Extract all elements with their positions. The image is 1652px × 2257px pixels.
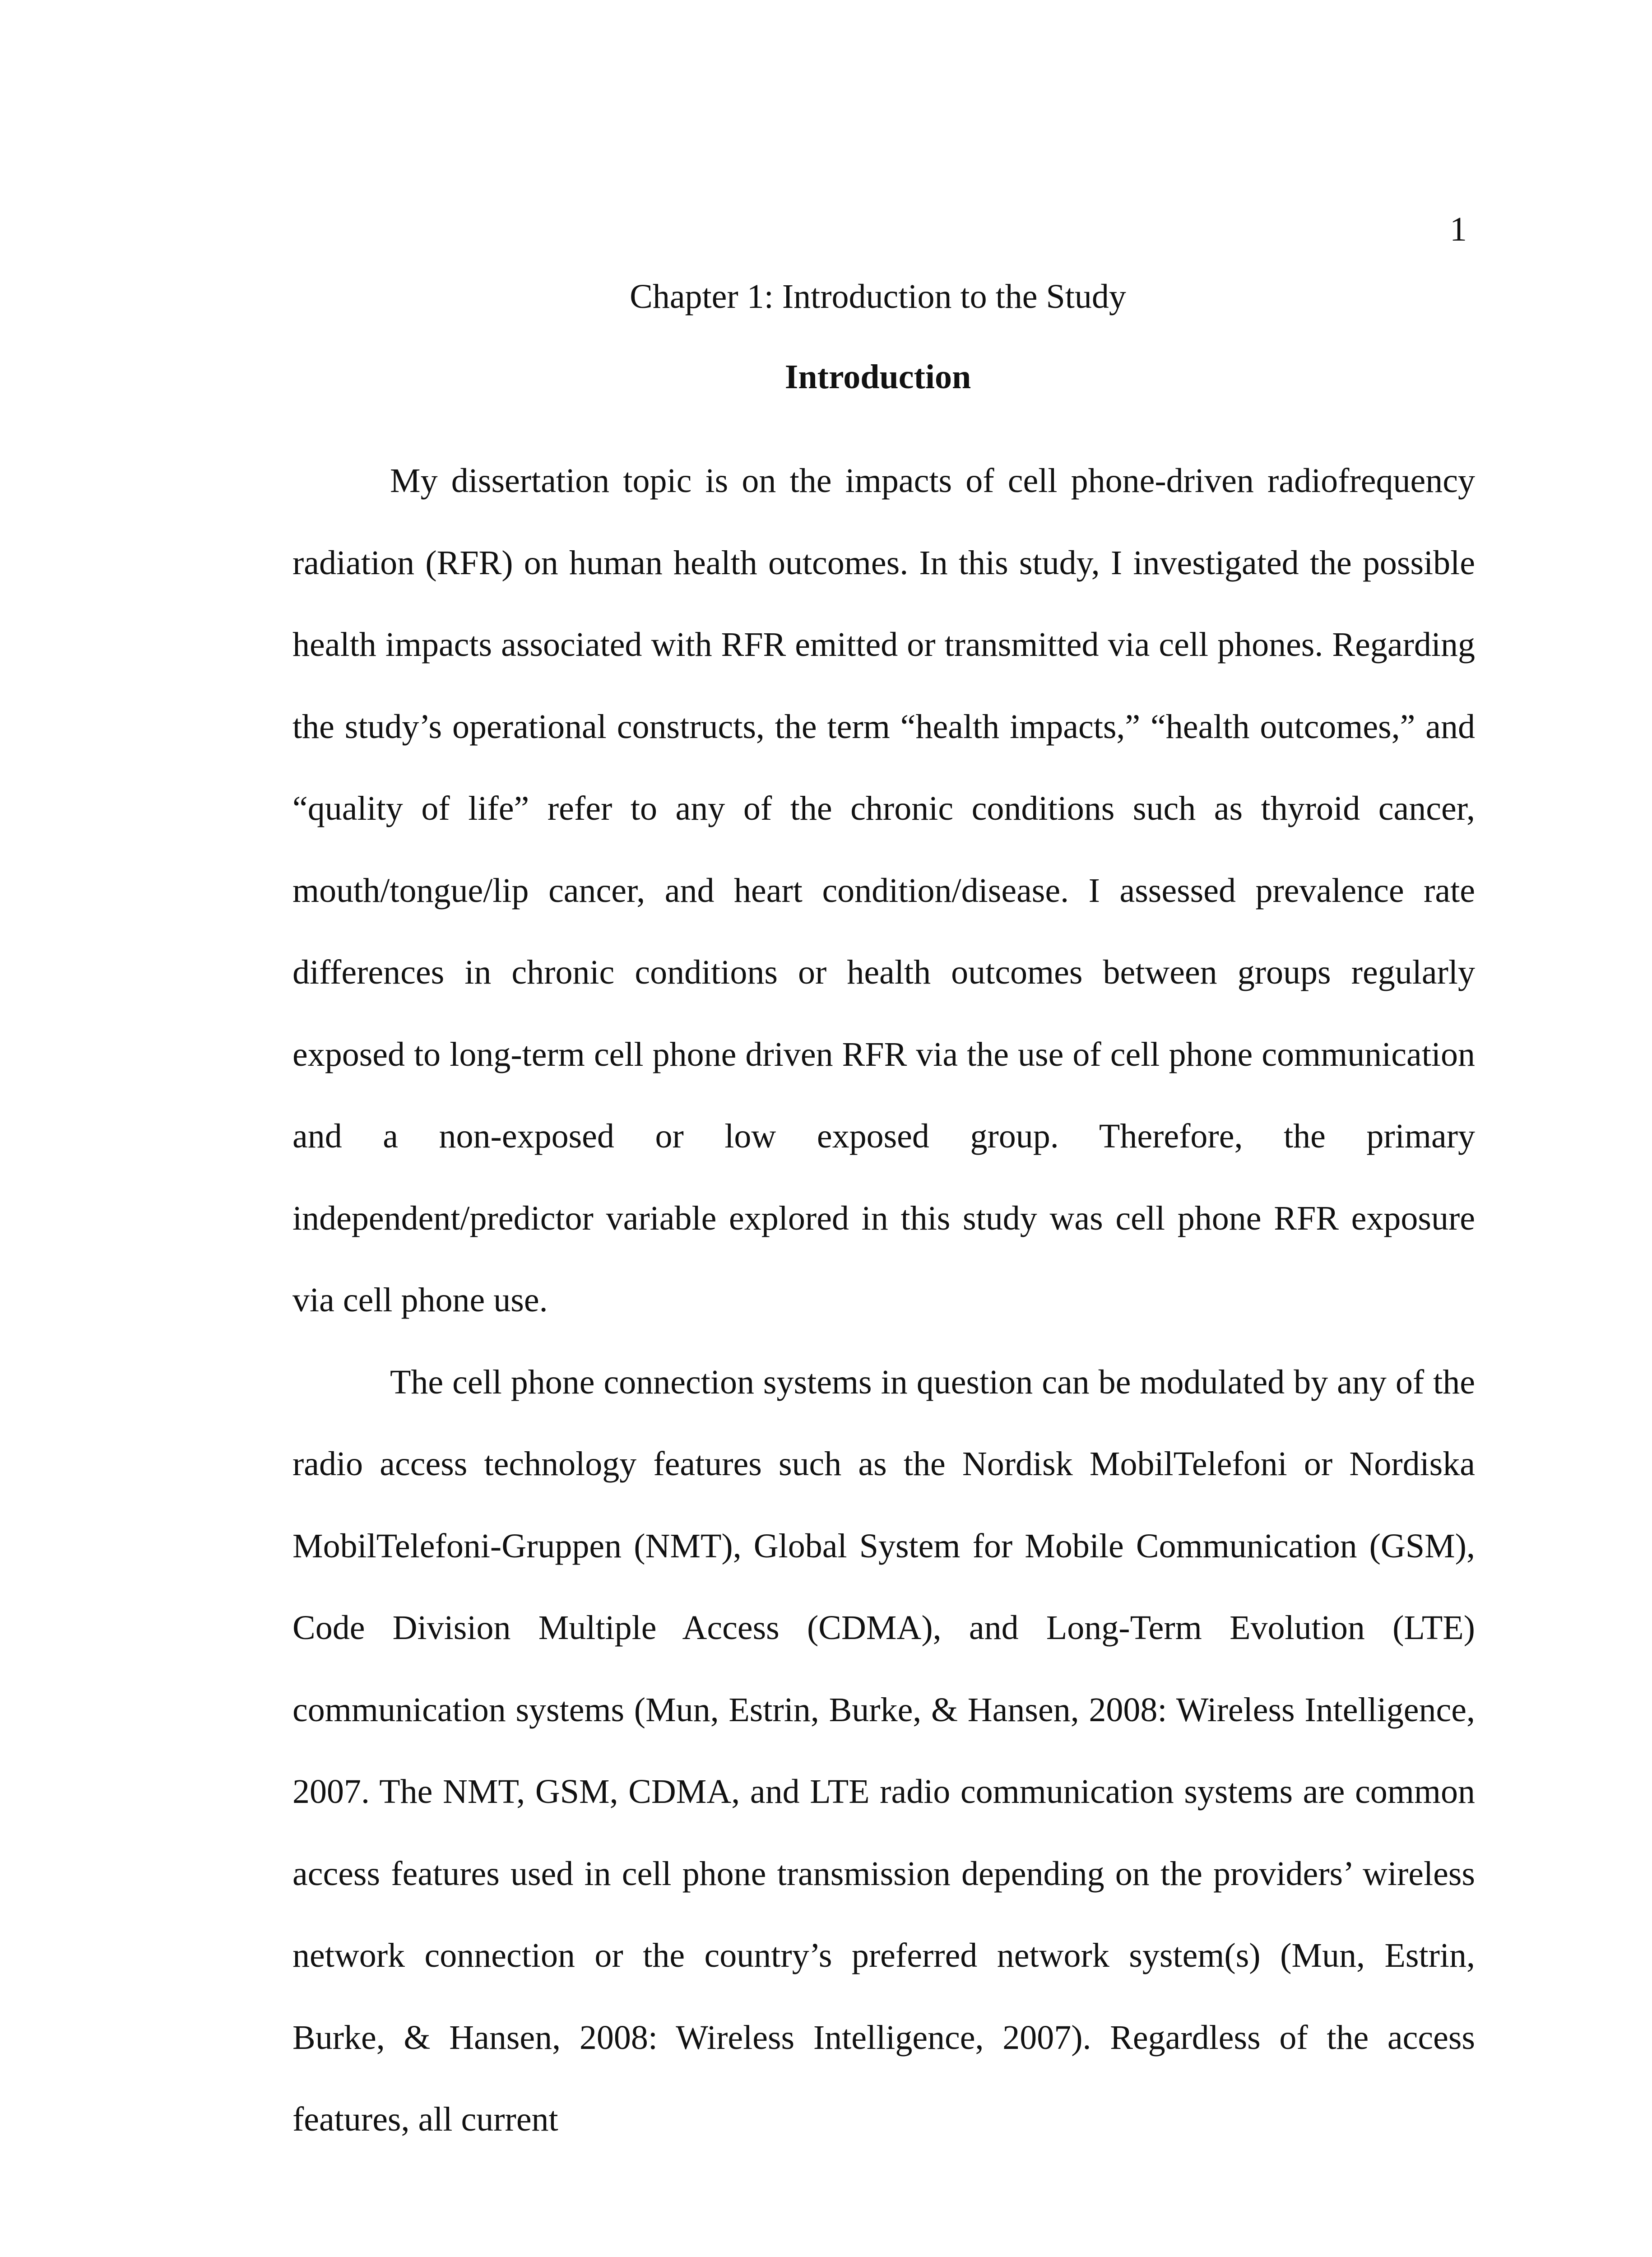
- section-heading: Introduction: [784, 358, 971, 396]
- paragraph-1: My dissertation topic is on the impacts of cell phone-driven radiofrequency radiation (RFR) on human health outcomes. In this study, I investigated the possible health impacts associated with RFR emitted or transmitted via cell phones. Regarding the study’s operational constructs, the term “health impacts,” “health outcomes,” and “quality of life” refer to any of the chronic conditions such as thyroid cancer, mouth/tongue/lip cancer, and heart condition/disease. I assessed prevalence rate differences in chronic conditions or health outcomes between groups regularly exposed to long-term cell phone driven RFR via the use of cell phone communication and a non-exposed or low exposed group. Therefore, the primary independent/predictor variable explored in this study was cell phone RFR exposure via cell phone use.: [292, 462, 1475, 1319]
- page-number: 1: [1450, 210, 1467, 248]
- paragraph-2: The cell phone connection systems in question can be modulated by any of the radio access technology features such as the Nordisk MobilTelefoni or Nordiska MobilTelefoni-Gruppen (NMT), Global System for Mobile Communication (GSM), Code Division Multiple Access (CDMA), and Long-Term Evolution (LTE) communication systems (Mun, Estrin, Burke, & Hansen, 2008: Wireless Intelligence, 2007. The NMT, GSM, CDMA, and LTE radio communication systems are common access features used in cell phone transmission depending on the providers’ wireless network connection or the country’s preferred network system(s) (Mun, Estrin, Burke, & Hansen, 2008: Wireless Intelligence, 2007). Regardless of the access features, all current: [292, 1363, 1475, 2138]
- body-text: [292, 440, 1475, 2161]
- chapter-title: Chapter 1: Introduction to the Study: [630, 278, 1126, 316]
